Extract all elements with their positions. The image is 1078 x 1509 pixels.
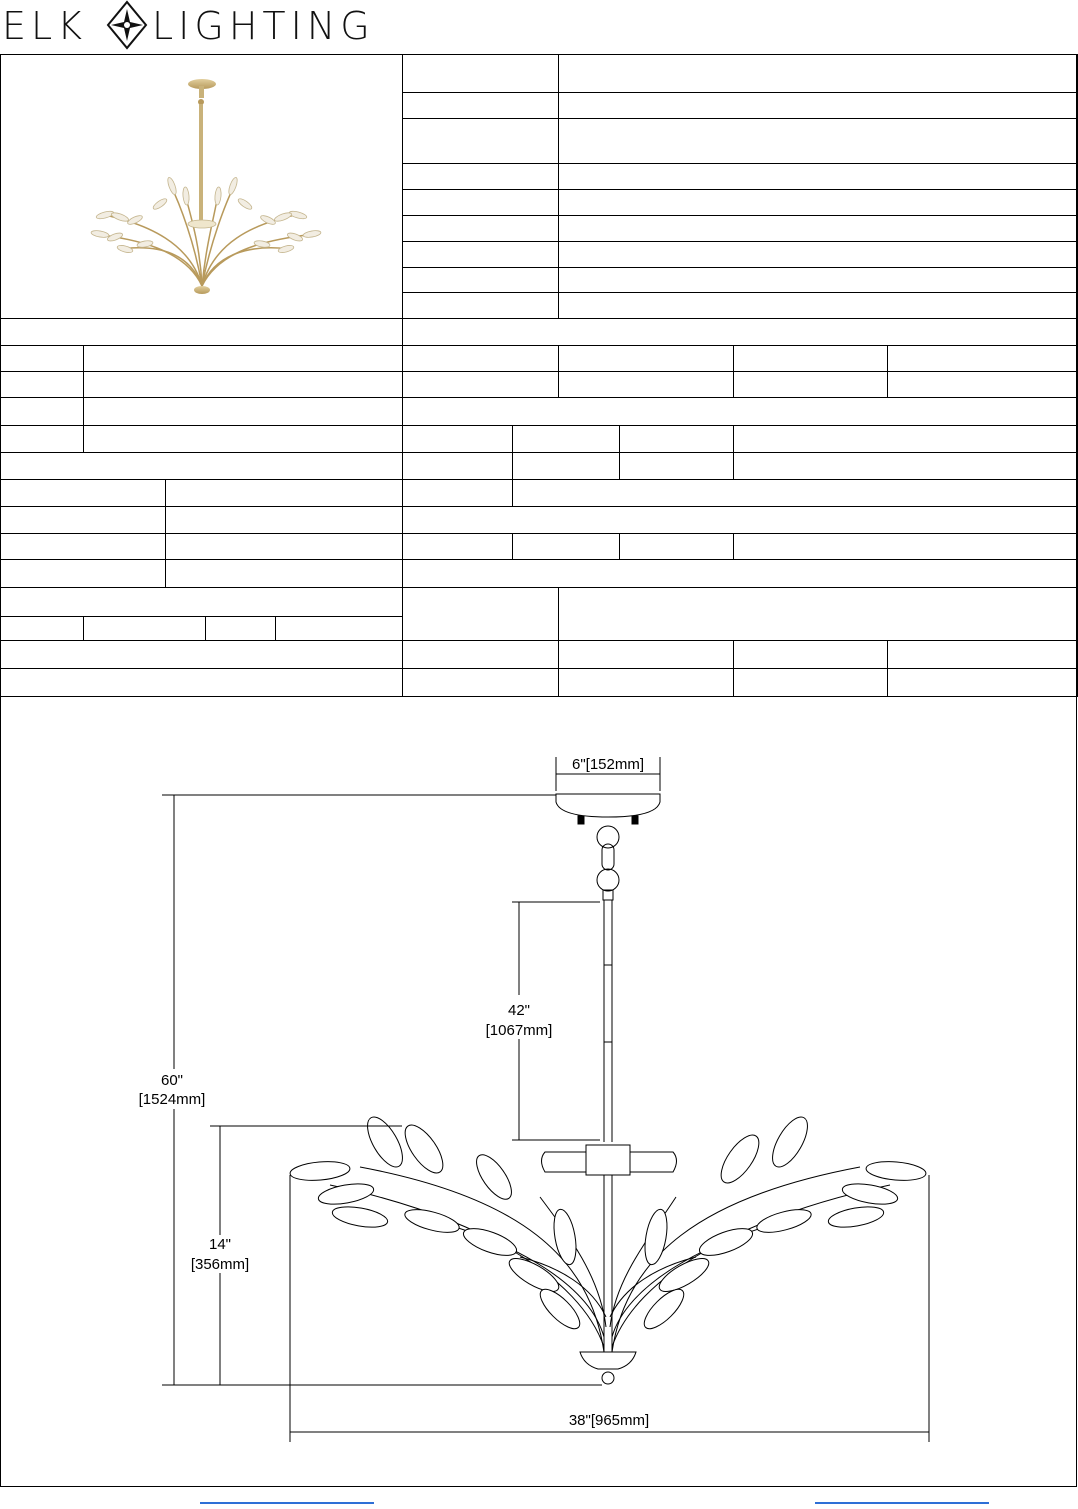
spec-cell [403,480,513,507]
spec-cell [888,372,1078,398]
spec-value-cell [559,119,1078,164]
spec-cell [166,480,403,507]
spec-cell [166,507,403,534]
spec-cell [403,398,1078,426]
dim-width-label: 38"[965mm] [568,1412,650,1429]
spec-cell [734,372,888,398]
spec-cell [513,534,620,560]
spec-cell [84,617,206,641]
spec-cell [620,453,734,480]
spec-label-cell [403,268,559,293]
spec-cell [403,453,513,480]
brand-logo [0,0,400,52]
spec-cell [734,641,888,669]
spec-cell [0,588,403,617]
dim-overall-mm: [1524mm] [138,1091,206,1108]
spec-cell [84,372,403,398]
dimension-drawing [0,697,1078,1487]
spec-value-cell [559,54,1078,93]
spec-cell [888,641,1078,669]
spec-label-cell [403,54,559,93]
spec-cell [403,641,559,669]
spec-cell [0,453,403,480]
spec-cell [0,372,84,398]
spec-cell [403,588,559,641]
spec-cell [559,669,734,697]
spec-cell [559,588,1078,641]
product-photo [90,74,330,304]
dim-body-mm: [356mm] [190,1256,250,1273]
spec-label-cell [403,93,559,119]
spec-cell [0,507,166,534]
spec-cell [206,617,276,641]
spec-cell [84,346,403,372]
spec-cell [84,426,403,453]
spec-cell [403,507,1078,534]
spec-cell [403,372,559,398]
spec-cell [734,534,1078,560]
spec-label-cell [403,164,559,190]
spec-cell [0,426,84,453]
spec-value-cell [559,293,1078,319]
dim-rod-mm: [1067mm] [485,1022,553,1039]
spec-cell [734,669,888,697]
dim-body-inches: 14" [208,1236,232,1253]
spec-cell [84,398,403,426]
spec-cell [888,346,1078,372]
spec-label-cell [403,293,559,319]
spec-cell [0,319,403,346]
dim-canopy-label: 6"[152mm] [571,756,645,773]
spec-cell [403,319,1078,346]
dim-rod-inches: 42" [507,1002,531,1019]
spec-cell [403,426,513,453]
spec-label-cell [403,190,559,216]
spec-value-cell [559,93,1078,119]
spec-cell [620,534,734,560]
spec-cell [166,534,403,560]
brand-name-right: LIGHTING [152,4,375,48]
spec-label-cell [403,216,559,242]
spec-cell [620,426,734,453]
spec-cell [166,560,403,588]
spec-cell [734,426,1078,453]
spec-value-cell [559,216,1078,242]
spec-cell [0,480,166,507]
spec-label-cell [403,119,559,164]
spec-cell [559,346,734,372]
elk-diamond-star-icon [102,0,152,50]
spec-cell [403,534,513,560]
spec-cell [0,560,166,588]
spec-cell [403,346,559,372]
spec-cell [513,426,620,453]
spec-cell [0,669,403,697]
brand-name-left: ELK [2,4,88,48]
spec-label-cell [403,242,559,268]
spec-cell [0,534,166,560]
spec-cell [403,560,1078,588]
spec-cell [513,453,620,480]
spec-cell [888,669,1078,697]
spec-cell [734,453,1078,480]
spec-cell [403,669,559,697]
spec-cell [734,346,888,372]
footer-link-left[interactable] [200,1502,374,1504]
spec-value-cell [559,190,1078,216]
footer-link-right[interactable] [815,1502,989,1504]
spec-cell [0,346,84,372]
spec-value-cell [559,268,1078,293]
spec-cell [513,480,1078,507]
spec-cell [0,617,84,641]
spec-value-cell [559,242,1078,268]
canopy-shape [556,794,660,817]
spec-cell [559,641,734,669]
spec-value-cell [559,164,1078,190]
dim-overall-inches: 60" [160,1072,184,1089]
spec-cell [0,398,84,426]
spec-cell [559,372,734,398]
spec-cell [0,641,403,669]
spec-cell [276,617,403,641]
